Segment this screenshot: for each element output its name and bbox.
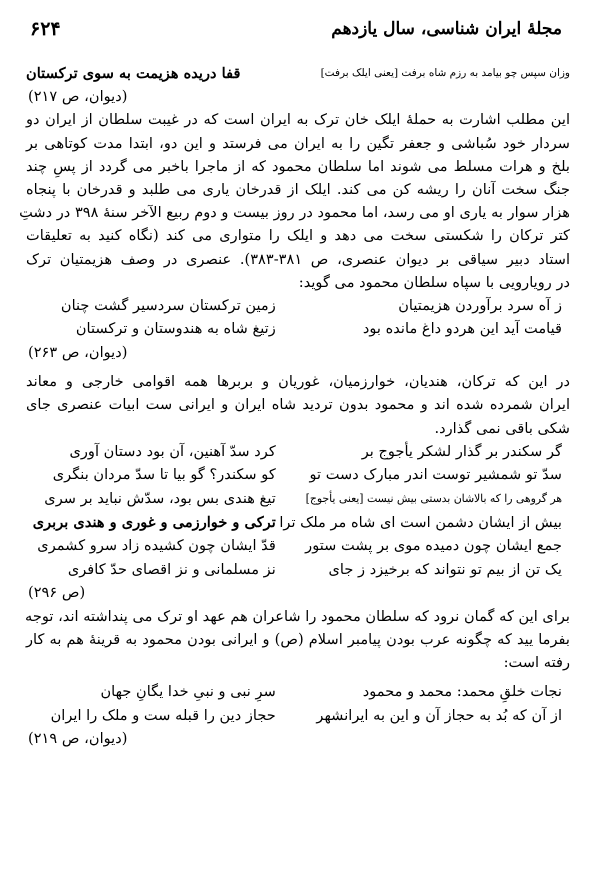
paragraph-line: هزار سوار به یاری او می رسد، اما محمود در روز بیست و دوم ربیع الآخر سنهٔ ۳۹۸ در دشتِ — [19, 204, 570, 222]
verse-first-hemistich: قیامت آید این هردو داغ مانده بود — [362, 320, 562, 338]
citation: (دیوان، ص ۲۶۳) — [28, 344, 128, 362]
verse-second-hemistich: زمین ترکستان سردسیر گشت چنان — [60, 296, 276, 314]
verse-row — [26, 511, 570, 535]
verse-row — [26, 440, 570, 464]
opening-verse-line — [26, 62, 570, 85]
page-header — [30, 16, 562, 42]
paragraph-line: شکی باقی نمی گذارد. — [434, 419, 570, 437]
paragraph-line: سردار خود سُباشی و جعفر تگین را به ایران می فرستد و این دو، ابتدا مدت کوتاهی بر — [26, 134, 570, 152]
verse-first-hemistich: سدّ تو شمشیر توست اندر مبارک دست تو — [309, 466, 562, 484]
paragraph-line: بفرما یید که چگونه عرب بودن پیامبر اسلام (ص) و ایرانی بودن محمود به قرینهٔ هم به کار — [26, 630, 570, 648]
verse-row — [26, 487, 570, 511]
verse-second-hemistich: نز مسلمانی و نز اقصای حدّ کافری — [67, 560, 276, 578]
verse-row — [26, 680, 570, 704]
paragraph-2 — [26, 370, 570, 440]
poem-block-1 — [26, 294, 570, 341]
verse-first-hemistich: جمع ایشان چون دمیده موی بر پشت ستور — [305, 537, 562, 555]
verse-row — [26, 534, 570, 558]
citation: (ص ۲۹۶) — [28, 584, 86, 602]
verse-first-hemistich: بیش از ایشان دشمن است ای شاه مر ملک ترا — [279, 513, 562, 531]
verse-second-hemistich: قدّ ایشان چون کشیده زاد سرو کشمری — [37, 537, 276, 555]
paragraph-line: این مطلب اشارت به حملهٔ ایلک خان ترک به ایران است که در غیبت سلطان از ایران دو — [26, 111, 570, 129]
verse-second-hemistich: کو سکندر؟ گو بیا تا سدّ مردان بنگری — [52, 466, 276, 484]
verse-first-hemistich: نجات خلقِ محمد: محمد و محمود — [362, 683, 562, 701]
paragraph-line: در این که ترکان، هندیان، خوارزمیان، غوریان و بربرها همه اقوامی خارجی و معاند — [26, 373, 570, 391]
verse-first-hemistich: وزان سپس چو بیامد به رزم شاه برفت [یعنی ایلک برفت] — [320, 67, 570, 79]
running-title: مجلهٔ ایران شناسی، سال یازدهم — [331, 19, 562, 39]
paragraph-line: استاد دبیر سیاقی بر دیوان عنصری، ص ۳۸۱-۳۸۳). عنصری در وصف هزیمتیان ترک — [26, 250, 571, 268]
paragraph-line: ایران شمرده شده اند و محمود بدون تردید شاه ایران و ایرانی ست ابیات عنصری جای — [26, 396, 570, 414]
page-number: ۶۲۴ — [30, 18, 61, 40]
paragraph-line: برای این که گمان نرود که سلطان محمود را شاعران هم عهد او ترک می پنداشته اند، توجه — [25, 607, 570, 625]
paragraph-line: رفته است: — [503, 653, 570, 671]
verse-row — [26, 463, 570, 487]
verse-first-hemistich: هر گروهی را که بالاشان بدستی بیش نیست [یعنی یأجوج] — [305, 492, 562, 505]
citation: (دیوان، ص ۲۱۷) — [28, 88, 128, 106]
paragraph-1 — [19, 108, 571, 294]
paragraph-line: در رویارویی با سپاه سلطان محمود می گوید: — [298, 273, 570, 291]
paragraph-line: کتر ترکان را شکستی سخت می دهد و ایلک را متواری می کند (نگاه کنید به تعلیقات — [26, 227, 570, 245]
verse-second-hemistich: حجاز دین را قبله ست و ملک را ایران — [50, 706, 276, 724]
paragraph-line: بلخ و هرات مسلط می شوند اما سلطان محمود که از ماجرا باخبر می گردد از پسِ چند — [26, 157, 570, 175]
verse-second-hemistich: زتیغ شاه به هندوستان و ترکستان — [75, 320, 276, 338]
verse-second-hemistich: سرِ نبی و نبیِ خدا یگانِ جهان — [100, 683, 276, 701]
paragraph-3 — [26, 605, 570, 675]
verse-second-hemistich: کرد سدّ آهنین، آن بود دستان آوری — [69, 442, 276, 460]
verse-first-hemistich: ز آه سرد برآوردن هزیمتیان — [398, 296, 562, 314]
verse-row — [26, 294, 570, 318]
verse-first-hemistich: گر سکندر بر گذار لشکر یأجوج بر — [361, 442, 562, 460]
verse-second-hemistich: ترکی و خوارزمی و غوری و هندی بربری — [32, 513, 276, 531]
citation: (دیوان، ص ۲۱۹) — [28, 730, 128, 748]
poem-block-3 — [26, 680, 570, 727]
verse-second-hemistich: تیغ هندی بس بود، سدّش نباید بر سری — [44, 490, 276, 507]
paragraph-line: جنگ سخت آنان را ریشه کن می کند. ایلک از قدرخان یاری می طلبد و قدرخان با پنجاه — [26, 180, 570, 198]
verse-first-hemistich: از آن که بُد به حجاز آن و این به ایرانشهر — [316, 706, 562, 724]
poem-block-2 — [26, 440, 570, 582]
verse-first-hemistich: یک تن از بیم تو نتواند که برخیزد ز جای — [328, 560, 562, 578]
page-body — [19, 62, 571, 751]
verse-row — [26, 558, 570, 582]
verse-row — [26, 317, 570, 341]
verse-second-hemistich: قفا دریده هزیمت به سوی ترکستان — [26, 65, 241, 82]
verse-row — [26, 704, 570, 728]
